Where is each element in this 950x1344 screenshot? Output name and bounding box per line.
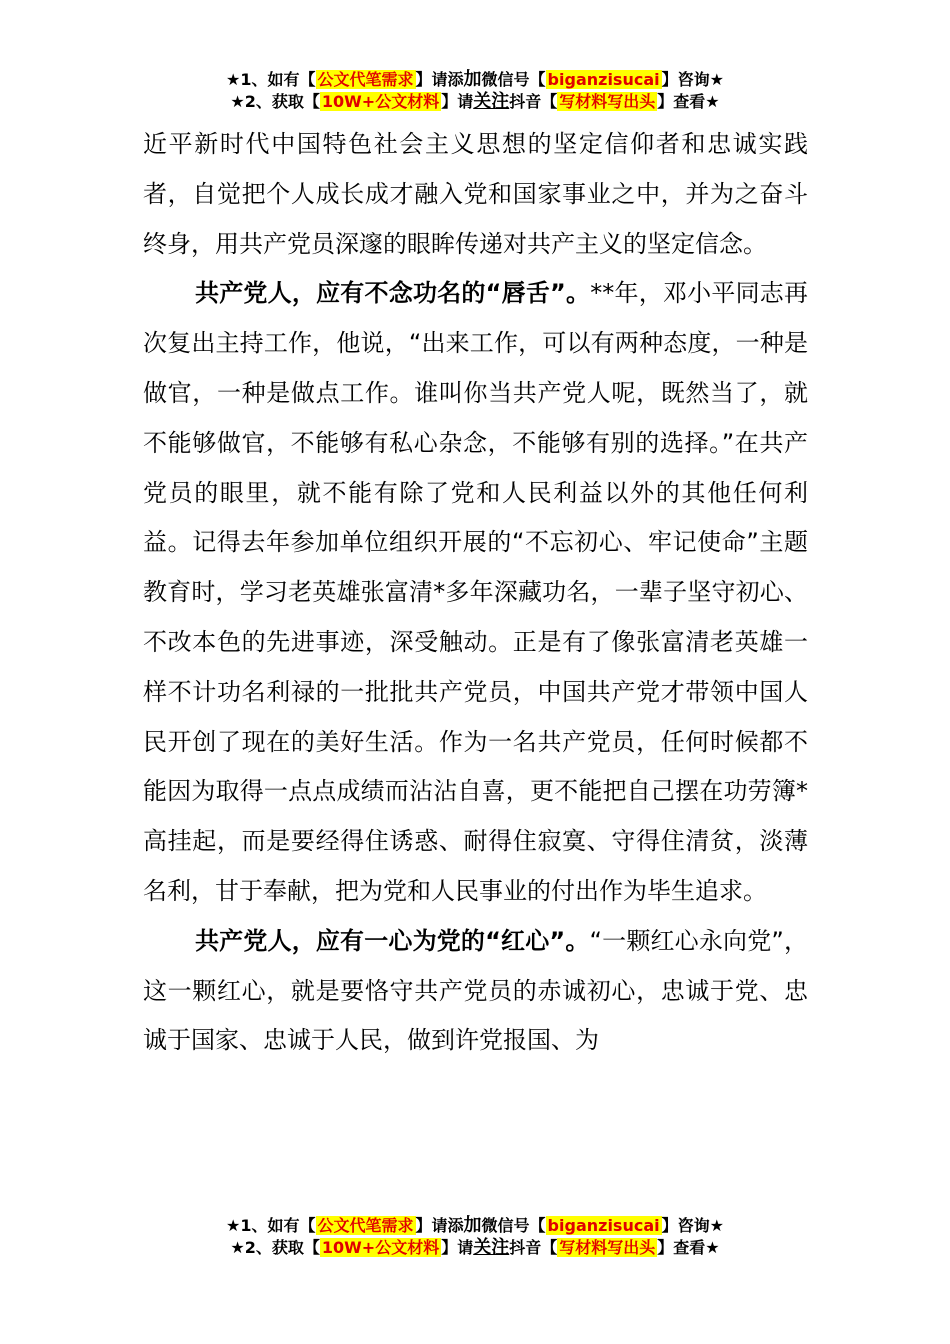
promo-header [0, 69, 950, 113]
paragraph-2: 共产党人，应有不念功名的“唇舌”。**年，邓小平同志再次复出主持工作，他说，“出来工作，可以有两种态度，一种是做官，一种是做点工作。谁叫你当共产党人呢，既然当了，就不能够做官，不能够有私心杂念，不能够有别的选择。”在共产党员的眼里，就不能有除了党和人民利益以外的其他任何利益。记得去年参加单位组织开展的“不忘初心、牢记使命”主题教育时，学习老英雄张富清*多年深藏功名，一辈子坚守初心、不改本色的先进事迹，深受触动。正是有了像张富清老英雄一样不计功名利禄的一批批共产党员，中国共产党才带领中国人民开创了现在的美好生活。作为一名共产党员，任何时候都不能因为取得一点点成绩而沾沾自喜，更不能把自己摆在功劳簿*高挂起，而是要经得住诱惑、耐得住寂寞、守得住清贫，淡薄名利，甘于奉献，把为党和人民事业的付出作为毕生追求。 [143, 279, 809, 905]
paragraph-1: 近平新时代中国特色社会主义思想的坚定信仰者和忠诚实践者，自觉把个人成长成才融入党和国家事业之中，并为之奋斗终身，用共产党员深邃的眼眸传递对共产主义的坚定信念。 [143, 130, 808, 258]
promo-footer [0, 1215, 950, 1259]
paragraph-heading: 共产党人，应有一心为党的“红心”。 [195, 926, 590, 955]
promo-douyin-id: 写材料写出头 [559, 1238, 656, 1257]
paragraph-3: 共产党人，应有一心为党的“红心”。“一颗红心永向党”，这一颗红心，就是要恪守共产党员的赤诚初心，忠诚于党、忠诚于国家、忠诚于人民，做到许党报国、为 [143, 926, 808, 1055]
paragraph-heading: 共产党人，应有不念功名的“唇舌”。 [195, 279, 591, 308]
document-body [143, 120, 808, 1066]
promo-wechat-id: biganzisucai [547, 70, 660, 89]
promo-wechat-id: biganzisucai [547, 1216, 660, 1235]
promo-line-2: ★2、获取【 10W+公文材料 】请关注抖音【 写材料写出头 】查看★ [230, 1237, 720, 1258]
promo-douyin-id: 写材料写出头 [559, 92, 656, 111]
promo-highlight: 公文代笔需求 [317, 70, 414, 89]
promo-line-2: ★2、获取【 10W+公文材料 】请关注抖音【 写材料写出头 】查看★ [230, 91, 720, 112]
promo-line-1: ★1、如有【 公文代笔需求 】请添加微信号【 biganzisucai 】咨询★ [226, 1215, 724, 1236]
promo-line-1: ★1、如有【 公文代笔需求 】请添加微信号【 biganzisucai 】咨询★ [226, 69, 724, 90]
promo-highlight: 10W+公文材料 [321, 92, 440, 111]
promo-highlight: 公文代笔需求 [317, 1216, 414, 1235]
promo-highlight: 10W+公文材料 [321, 1238, 440, 1257]
